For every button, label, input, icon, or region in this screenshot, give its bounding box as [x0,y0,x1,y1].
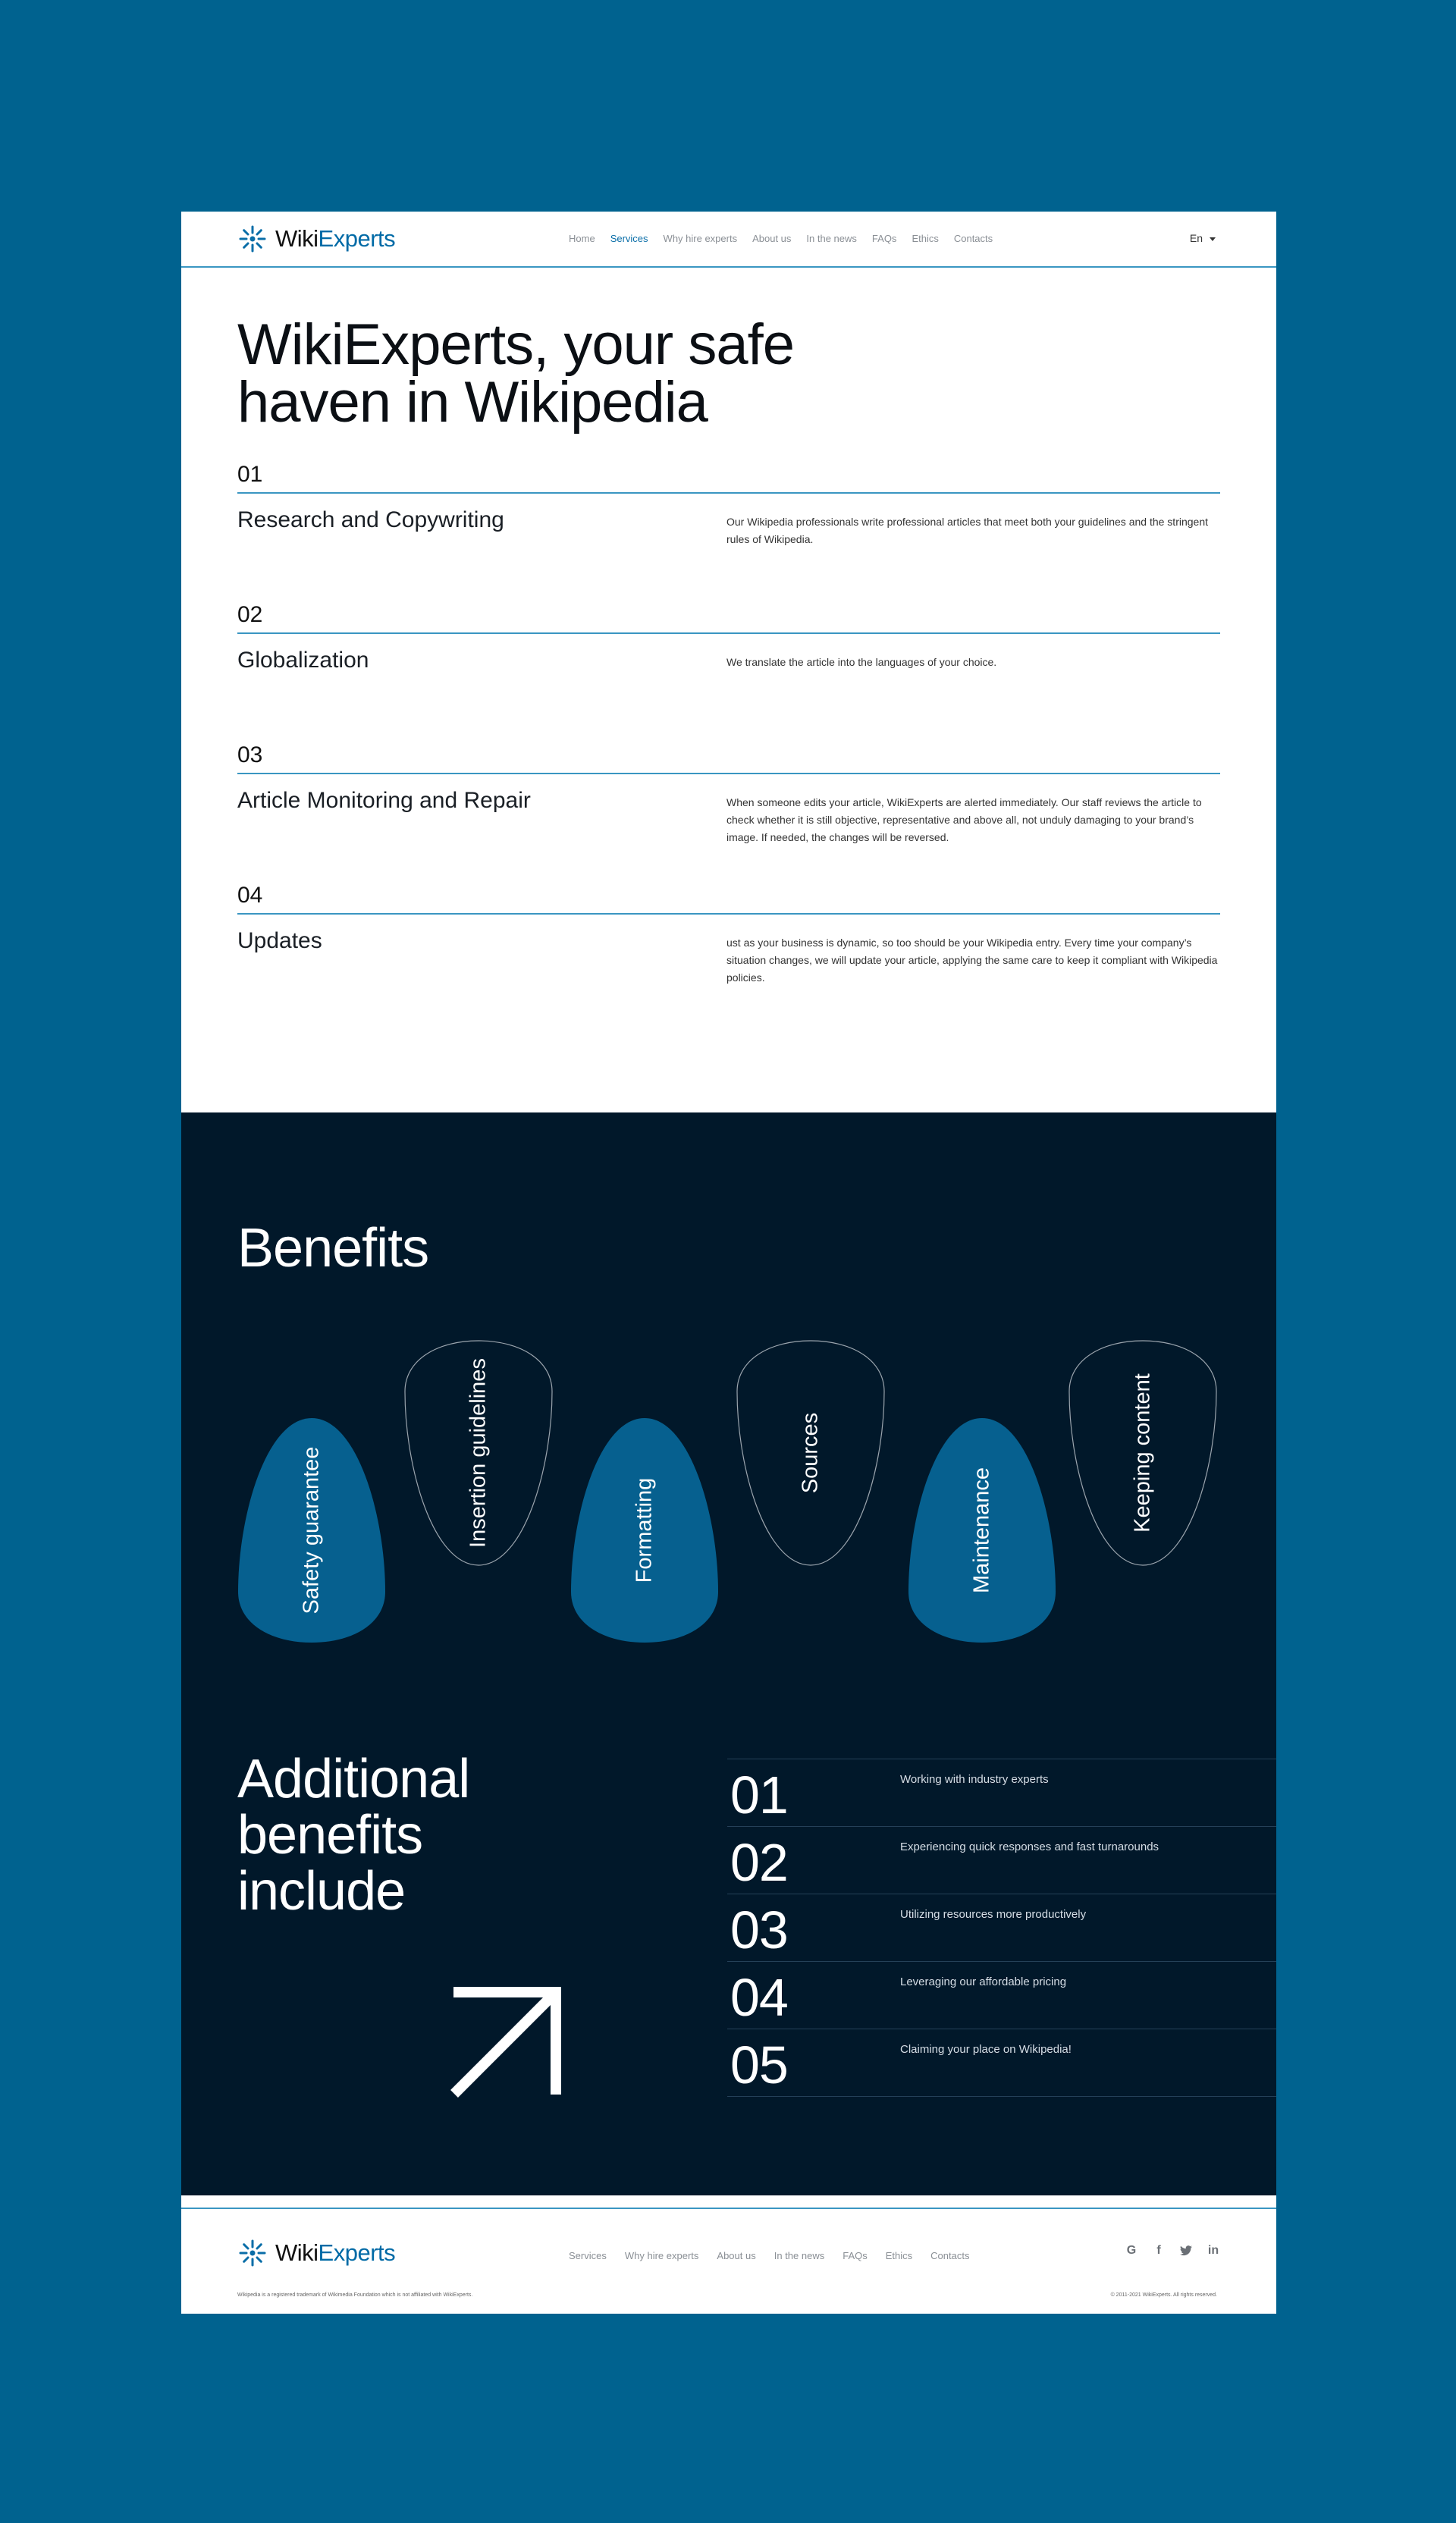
logo-text [275,2239,395,2267]
service-item [237,883,1220,984]
benefits-title: Benefits [237,1218,429,1279]
logo-burst-icon [237,224,268,254]
linkedin-icon[interactable]: in [1207,2244,1219,2257]
logo-word-experts: Experts [318,225,396,252]
footer-logo[interactable] [237,2238,395,2268]
list-item-number: 02 [730,1833,788,1892]
benefit-petal-maintenance [908,1417,1056,1643]
benefit-petal-sources [736,1340,885,1566]
benefit-label: Safety guarantee [299,1446,324,1615]
nav-faqs[interactable]: FAQs [871,233,897,244]
twitter-bird-glyph [1180,2245,1192,2256]
language-selector[interactable] [1190,232,1216,244]
logo[interactable] [237,224,395,254]
divider [237,492,1220,494]
list-item-number: 01 [730,1765,788,1825]
logo-text [275,225,395,253]
google-icon[interactable]: G [1126,2244,1137,2257]
main-nav [569,233,1008,244]
service-description: We translate the article into the languages of your choice. [726,656,997,668]
footer-copyright: © 2011-2021 WikiExperts. All rights reserved. [1110,2292,1217,2298]
nav-why-hire-experts[interactable]: Why hire experts [663,233,738,244]
logo-burst-icon [237,2238,268,2268]
twitter-icon[interactable] [1179,2244,1193,2258]
divider [237,632,1220,634]
service-description: Our Wikipedia professionals write professional articles that meet both your guidelines and the stringent rules of Wikipedia. [726,516,1208,545]
service-number: 03 [237,742,263,767]
list-item-text: Working with industry experts [900,1773,1049,1786]
additional-title-line: include [237,1861,406,1922]
divider [237,913,1220,915]
footer-nav-why-hire-experts[interactable]: Why hire experts [624,2250,699,2261]
benefit-petal-insertion-guidelines [404,1340,553,1566]
additional-benefits-title [237,1749,470,1922]
footer-nav [569,2250,987,2261]
page-title [237,312,844,435]
chevron-down-icon [1210,237,1216,241]
additional-benefits-list [727,1759,1276,2097]
additional-title-line: benefits [237,1805,423,1866]
footer-nav-about-us[interactable]: About us [717,2250,756,2261]
list-item [727,1894,1276,1961]
page-title-line-2: haven in Wikipedia [237,370,708,435]
footer-nav-contacts[interactable]: Contacts [930,2250,970,2261]
benefit-petal-keeping-content [1068,1340,1217,1566]
service-name: Research and Copywriting [237,507,504,532]
footer-nav-in-the-news[interactable]: In the news [774,2250,825,2261]
list-item-number: 04 [730,1968,788,2027]
benefit-label: Keeping content [1130,1373,1155,1533]
site-header [181,212,1276,268]
list-item-text: Utilizing resources more productively [900,1908,1087,1921]
additional-title-line: Additional [237,1749,470,1809]
footer-nav-ethics[interactable]: Ethics [885,2250,913,2261]
benefits-section [181,1112,1276,2195]
benefit-label: Maintenance [969,1467,994,1594]
list-item [727,1759,1276,1826]
logo-word-wiki: Wiki [275,2239,318,2266]
service-number: 02 [237,602,263,627]
page-title-line-1: WikiExperts, your safe [237,312,794,377]
page-card [181,212,1276,2314]
service-number: 01 [237,462,263,487]
social-links [1125,2244,1220,2258]
logo-word-wiki: Wiki [275,225,318,252]
footer-disclaimer: Wikipedia is a registered trademark of Wikimedia Foundation which is not affiliated with WikiExperts. [237,2292,473,2298]
footer-nav-faqs[interactable]: FAQs [843,2250,868,2261]
list-item-number: 05 [730,2035,788,2095]
list-item-number: 03 [730,1900,788,1960]
footer-nav-services[interactable]: Services [569,2250,607,2261]
benefit-label: Insertion guidelines [466,1358,491,1548]
service-description: ust as your business is dynamic, so too should be your Wikipedia entry. Every time your company’s situation changes, we will update your article, applying the same care to keep it compliant with Wikipedia policies. [726,937,1218,984]
benefit-petal-formatting [570,1417,719,1643]
facebook-icon[interactable]: f [1156,2244,1161,2257]
list-item [727,1961,1276,2029]
service-item [237,742,1220,843]
logo-word-experts: Experts [318,2239,396,2266]
arrow-up-right-icon [450,1985,563,2098]
benefit-label: Sources [798,1412,823,1494]
divider [237,773,1220,774]
nav-in-the-news[interactable]: In the news [806,233,857,244]
service-name: Updates [237,928,322,953]
benefit-petal-safety-guarantee [237,1417,386,1643]
service-item [237,602,1220,673]
service-item [237,462,1220,545]
service-description: When someone edits your article, WikiExperts are alerted immediately. Our staff reviews the article to check whether it is still objective, representative and above all, not unduly damaging to your brand’s image. If needed, the changes will be reversed. [726,796,1202,843]
language-label: En [1189,232,1203,244]
list-item [727,1826,1276,1894]
site-footer [181,2208,1276,2314]
benefit-label: Formatting [632,1477,657,1583]
list-item-text: Experiencing quick responses and fast turnarounds [900,1840,1159,1853]
nav-ethics[interactable]: Ethics [912,233,939,244]
nav-about-us[interactable]: About us [752,233,792,244]
nav-services[interactable]: Services [610,233,648,244]
service-number: 04 [237,883,263,908]
nav-home[interactable]: Home [569,233,595,244]
service-name: Article Monitoring and Repair [237,788,531,813]
service-name: Globalization [237,648,369,673]
list-item [727,2029,1276,2097]
nav-contacts[interactable]: Contacts [953,233,993,244]
list-item-text: Claiming your place on Wikipedia! [900,2043,1072,2056]
list-item-text: Leveraging our affordable pricing [900,1975,1067,1988]
